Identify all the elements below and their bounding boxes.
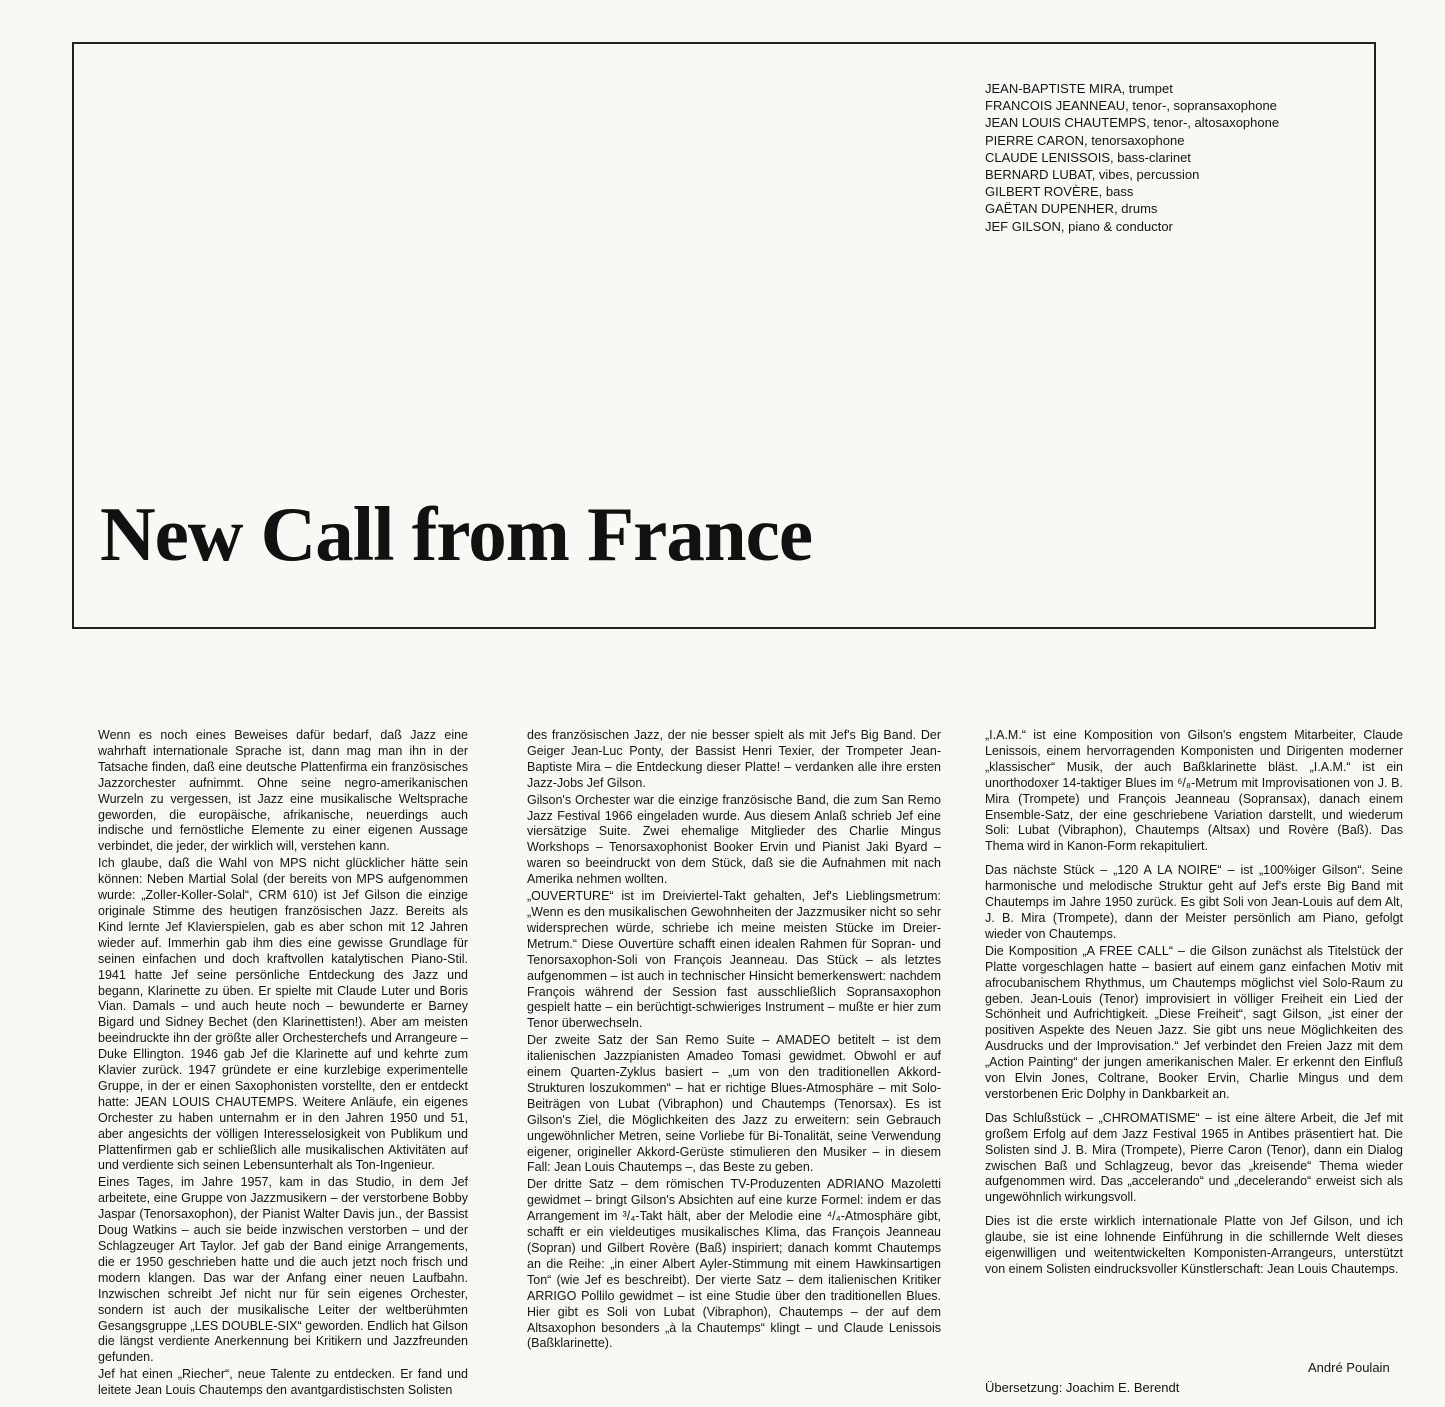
personnel-list	[985, 80, 1279, 235]
paragraph: Ich glaube, daß die Wahl von MPS nicht glücklicher hätte sein können: Neben Martial Solal (der bereits von MPS aufgenommen wurde: „Zoller-Koller-Solal“, CRM 610) ist Jef Gilson die einzige originale Stimme des heutigen französischen Jazz. Bereits als Kind lernte Jef Klavierspielen, gab es aber schon mit 12 Jahren wieder auf. Immerhin gab ihm dies eine gewisse Grundlage für seinen einfachen und doch kraftvollen katalytischen Piano-Stil. 1941 hatte Jef seine persönliche Entdeckung des Jazz und begann, Klarinette zu üben. Er spielte mit Claude Luter und Boris Vian. Damals – und auch heute noch – bewunderte er Barney Bigard und Sidney Bechet (den Klarinettisten!). Aber am meisten beeindruckte ihn der größte aller Orchesterchefs und Arrangeure – Duke Ellington. 1946 gab Jef die Klarinette auf und kehrte zum Klavier zurück. 1947 gründete er eine kurzlebige experimentelle Gruppe, in der er einen Saxophonisten vorstellte, den er entdeckt hatte: JEAN LOUIS CHAUTEMPS. Weitere Anläufe, ein eigenes Orchester zu haben unternahm er in den Jahren 1950 und 51, aber angesichts der völligen Interesselosigkeit von Publikum und Plattenfirmen gab er schließlich alle musikalischen Aktivitäten auf und verdiente sich seinen Lebensunterhalt als Ton-Ingenieur.	[98, 856, 468, 1173]
text-column-3	[985, 728, 1403, 1278]
personnel-item: FRANCOIS JEANNEAU, tenor-, sopransaxophone	[985, 98, 1277, 114]
paragraph: Das nächste Stück – „120 A LA NOIRE“ – ist „100%iger Gilson“. Seine harmonische und melodische Struktur geht auf Jef's erste Big Band mit Chautemps im Jahre 1950 zurück. Es gibt Soli von Jean-Louis auf dem Alt, J. B. Mira (Trompete), dann der Meister persönlich am Piano, gefolgt wieder von Chautemps.	[985, 863, 1403, 941]
paragraph: Gilson's Orchester war die einzige französische Band, die zum San Remo Jazz Festival 1966 eingeladen wurde. Aus diesem Anlaß schrieb Jef eine viersätzige Suite. Zwei ehemalige Mitglieder des Charlie Mingus Workshops – Tenorsaxophonist Booker Ervin und Pianist Jaki Byard – waren so beeindruckt von dem Stück, daß sie die Aufnahmen mit nach Amerika nehmen wollten.	[527, 792, 941, 887]
paragraph: Die Komposition „A FREE CALL“ – die Gilson zunächst als Titelstück der Platte vorgeschlagen hatte – basiert auf einem ganz einfachen Motiv mit afrocubanischem Rhythmus, um Chautemps möglichst viel Solo-Raum zu geben. Jean-Louis (Tenor) improvisiert in völliger Freiheit ein Lied der Schönheit und Aufrichtigkeit. „Diese Freiheit“, sagt Gilson, „ist einer der positiven Aspekte des Neuen Jazz. Sie gibt uns neue Möglichkeiten des Ausdrucks und der Improvisation.“ Jef verbindet den Freien Jazz mit dem „Action Painting“ der jungen amerikanischen Maler. Er erkennt den Einfluß von Elvin Jones, Coltrane, Booker Ervin, Charlie Mingus und dem verstorbenen Eric Dolphy in Dankbarkeit an.	[985, 943, 1403, 1101]
paragraph: Jef hat einen „Riecher“, neue Talente zu entdecken. Er fand und leitete Jean Louis Chautemps den avantgardistischsten Solisten	[98, 1367, 468, 1398]
paragraph: Der zweite Satz der San Remo Suite – AMADEO betitelt – ist dem italienischen Jazzpianisten Amadeo Tomasi gewidmet. Obwohl er auf einem Quarten-Zyklus basiert – „um von den traditionellen Akkord-Strukturen loszukommen“ – hat er richtige Blues-Atmosphäre – mit Solo-Beiträgen von Lubat (Vibraphon) und Chautemps (Tenorsax). Es ist Gilson's Ziel, die Möglichkeiten des Jazz zu erweitern: sein Gebrauch ungewöhnlicher Metren, seine Vorliebe für Bi-Tonalität, seine Verwendung eigener, origineller Akkord-Gerüste stimulieren den Musiker – in diesem Fall: Jean Louis Chautemps –, das Beste zu geben.	[527, 1033, 941, 1175]
personnel-item: CLAUDE LENISSOIS, bass-clarinet	[985, 149, 1191, 165]
personnel-item: GILBERT ROVÈRE, bass	[985, 184, 1134, 200]
paragraph: des französischen Jazz, der nie besser spielt als mit Jef's Big Band. Der Geiger Jean-Luc Ponty, der Bassist Henri Texier, der Trompeter Jean-Baptiste Mira – die Entdeckung dieser Platte! – verdanken alle ihre ersten Jazz-Jobs Jef Gilson.	[527, 728, 941, 790]
text-column-1	[98, 728, 468, 1399]
text-column-2	[527, 728, 941, 1352]
paragraph: Wenn es noch eines Beweises dafür bedarf, daß Jazz eine wahrhaft internationale Sprache ist, dann mag man ihn in der Tatsache finden, daß eine deutsche Plattenfirma ein französisches Jazzorchester aufnimmt. Ohne seine negro-amerikanischen Wurzeln zu vergessen, ist Jazz eine musikalische Weltsprache geworden, die europäische, afrikanische, neuerdings auch indische und fernöstliche Elemente zu einer eigenen Aussage verbindet, die jeder, der wirklich will, verstehen kann.	[98, 728, 468, 854]
personnel-item: PIERRE CARON, tenorsaxophone	[985, 132, 1185, 148]
paragraph: Dies ist die erste wirklich internationale Platte von Jef Gilson, und ich glaube, sie ist eine lohnende Einführung in die schillernde Welt dieses eigenwilligen und weitentwickelten Komponisten-Arrangeurs, unterstützt von einem Solisten eindrucksvoller Künstlerschaft: Jean Louis Chautemps.	[985, 1214, 1403, 1276]
paragraph: Eines Tages, im Jahre 1957, kam in das Studio, in dem Jef arbeitete, eine Gruppe von Jazzmusikern – der verstorbene Bobby Jaspar (Tenorsaxophon), der Pianist Walter Davis jun., der Bassist Doug Watkins – auch sie beide inzwischen verstorben – und der Schlagzeuger Art Taylor. Jef gab der Band einige Arrangements, die er 1950 geschrieben hatte und die auch jetzt noch frisch und modern klangen. Das war der Anfang einer neuen Laufbahn. Inzwischen schreibt Jef nicht nur für sein eigenes Orchester, sondern ist auch der musikalische Leiter der weltberühmten Gesangsgruppe „LES DOUBLE-SIX“ geworden. Endlich hat Gilson die längst verdiente Anerkennung bei Kritikern und Jazzfreunden gefunden.	[98, 1175, 468, 1365]
paragraph: „OUVERTURE“ ist im Dreiviertel-Takt gehalten, Jef's Lieblingsmetrum: „Wenn es den musikalischen Gewohnheiten der Jazzmusiker nicht so sehr widersprechen würde, schriebe ich meine meisten Stücke im Dreier-Metrum.“ Diese Ouvertüre schafft einen idealen Rahmen für Sopran- und Tenorsaxophon-Soli von François Jeanneau. Das Stück – als letztes aufgenommen – ist auch in technischer Hinsicht bemerkenswert: nachdem François während der Session fast ausschließlich Sopransaxophon gespielt hatte – ein berüchtigt-schwieriges Instrument – mußte er hier zum Tenor überwechseln.	[527, 889, 941, 1031]
translation-credit: Übersetzung: Joachim E. Berendt	[985, 1380, 1180, 1395]
personnel-item: BERNARD LUBAT, vibes, percussion	[985, 167, 1200, 183]
album-title: New Call from France	[100, 491, 812, 577]
personnel-item: JEAN LOUIS CHAUTEMPS, tenor-, altosaxophone	[985, 115, 1280, 131]
personnel-item: GAËTAN DUPENHER, drums	[985, 201, 1158, 217]
paragraph: „I.A.M.“ ist eine Komposition von Gilson's engstem Mitarbeiter, Claude Lenissois, einem hervorragenden Komponisten und Dirigenten moderner „klassischer“ Musik, der auch Baßklarinette bläst. „I.A.M.“ ist ein unorthodoxer 14-taktiger Blues im ⁶/₈-Metrum mit Improvisationen von J. B. Mira (Trompete) und François Jeanneau (Sopransax), danach einem Ensemble-Satz, der eine geschriebene Variation darstellt, und wiederum Soli: Lubat (Vibraphon), Chautemps (Altsax) und Rovère (Baß). Das Thema wird in Kanon-Form rekapituliert.	[985, 728, 1403, 854]
paragraph: Das Schlußstück – „CHROMATISME“ – ist eine ältere Arbeit, die Jef mit großem Erfolg auf dem Jazz Festival 1965 in Antibes präsentiert hat. Die Solisten sind J. B. Mira (Trompete), Pierre Caron (Tenor), dann ein Dialog zwischen Baß und Schlagzeug, bevor das „kreisende“ Thema wieder aufgenommen wird. Das „accelerando“ und „decelerando“ erweist sich als ungewöhnlich wirkungsvoll.	[985, 1110, 1403, 1205]
author-signature: André Poulain	[1308, 1360, 1390, 1375]
paragraph: Der dritte Satz – dem römischen TV-Produzenten ADRIANO Mazoletti gewidmet – bringt Gilson's Absichten auf eine kurze Formel: indem er das Arrangement im ³/₄-Takt hält, aber der Melodie eine ⁴/₄-Atmosphäre gibt, schafft er ein vieldeutiges musikalisches Klima, das François Jeanneau (Sopran) und Gilbert Rovère (Baß) inspiriert; danach kommt Chautemps an die Reihe: „in einer Albert Ayler-Stimmung mit einem Hawkinsartigen Ton“ (wie Jef es beschreibt). Der vierte Satz – dem italienischen Kritiker ARRIGO Pollilo gewidmet – ist eine Studie über den traditionellen Blues. Hier gibt es Soli von Lubat (Vibraphon), Chautemps – der auf dem Altsaxophon besonders „à la Chautemps“ klingt – und Claude Lenissois (Baßklarinette).	[527, 1177, 941, 1351]
personnel-item: JEF GILSON, piano & conductor	[985, 218, 1173, 234]
personnel-item: JEAN-BAPTISTE MIRA, trumpet	[985, 81, 1173, 96]
